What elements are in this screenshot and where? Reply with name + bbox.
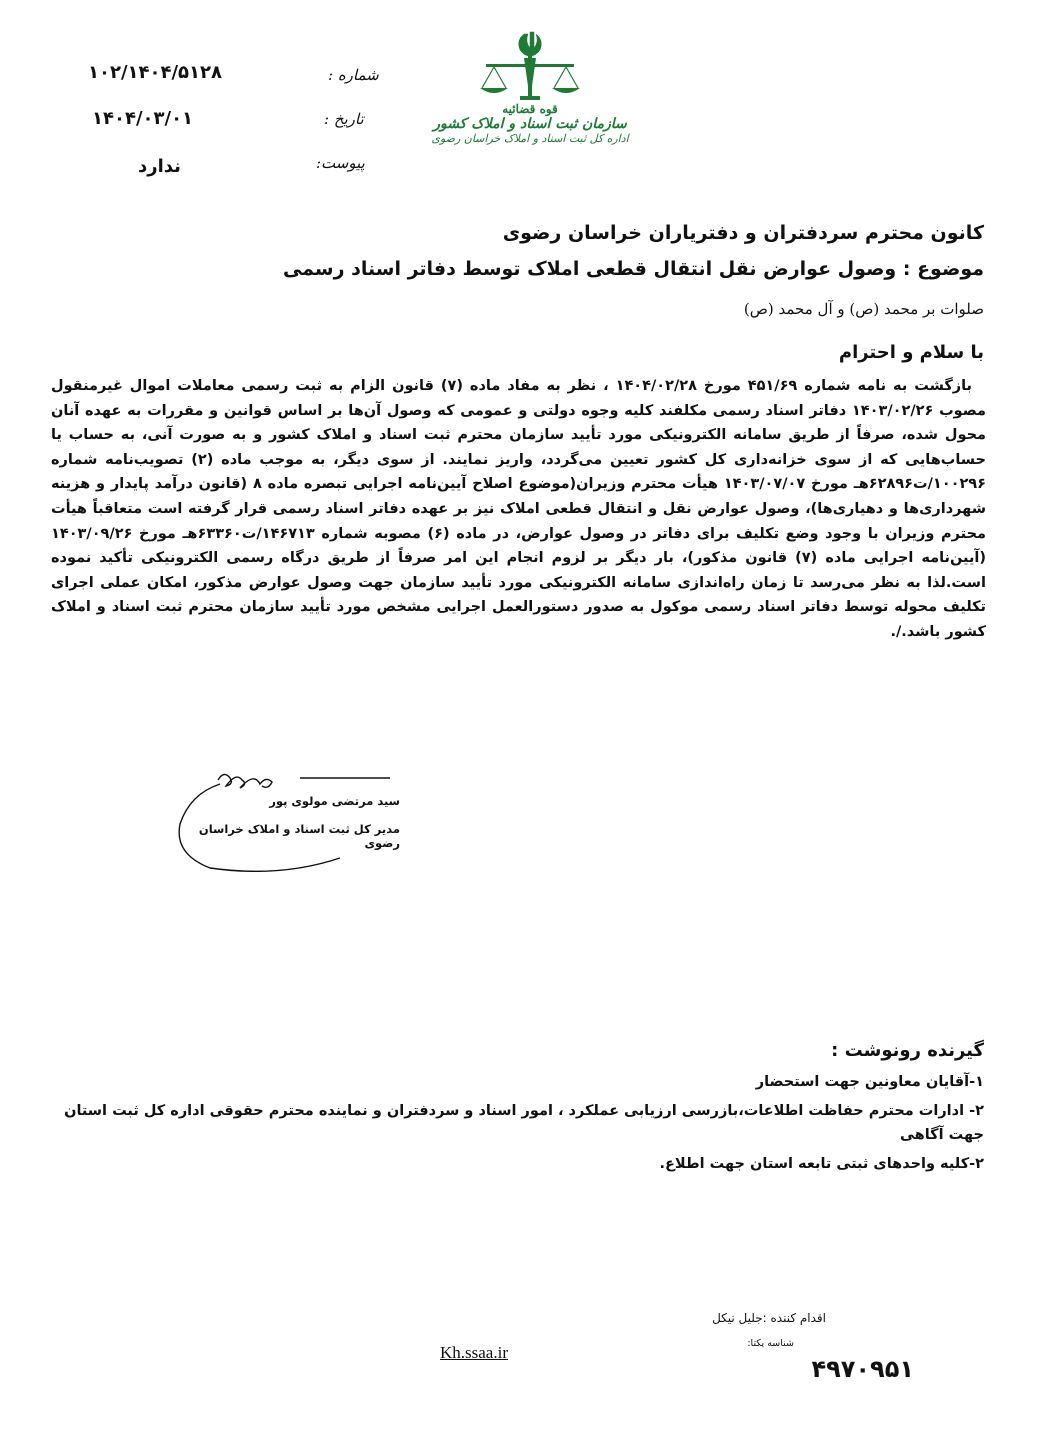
scales-of-justice-icon [470, 30, 590, 102]
judiciary-logo [410, 30, 650, 180]
signature-scribble-icon [160, 762, 420, 872]
cc-item: ۱-آقایان معاونین جهت استحضار [755, 1074, 984, 1090]
salawat-line: صلوات بر محمد (ص) و آل محمد (ص) [743, 300, 984, 318]
letter-date: ۱۴۰۴/۰۳/۰۱ [92, 108, 194, 129]
date-label: تاریخ : [324, 110, 364, 128]
signatory-title: مدیر کل ثبت اسناد و املاک خراسان رضوی [198, 822, 400, 850]
logo-judiciary-text: قوه قضائیه [502, 102, 558, 116]
attachment-value: ندارد [138, 156, 181, 177]
letter-body-paragraph: بازگشت به نامه شماره ۴۵۱/۶۹ مورخ ۱۴۰۴/۰۲/۲۸ ، نظر به مفاد ماده (۷) قانون الزام به ثبت رسمی معاملات اموال غیرمنقول مصوب ۱۴۰۳/۰۲/۲۶ دفاتر اسناد رسمی مکلفند کلیه وجوه دولتی و عمومی که وصول آن‌ها بر اساس قوانین و مقررات به عهده آنان محول شده، صرفاً از طریق سامانه الکترونیکی مورد تأیید سازمان محترم ثبت اسناد و املاک کشور و به صورت آنی، به حساب یا حساب‌هایی که از سوی خزانه‌داری کل کشور تعیین می‌گردد، واریز نمایند. از سوی دیگر، به موجب ماده (۲) تصویب‌نامه شماره ۱۰۰۲۹۶/ت۶۲۸۹۶هـ مورخ ۱۴۰۳/۰۷/۰۷ هیأت محترم وزیران(موضوع اصلاح آیین‌نامه اجرایی تبصره ماده ۸ (قانون درآمد پایدار و هزینه شهرداری‌ها و دهیاری‌ها)، وصول عوارض نقل و انتقال قطعی املاک نیز بر عهده دفاتر اسناد رسمی قرار گرفته است متعاقباً هیأت محترم وزیران با وجود وضع تکلیف برای دفاتر در وصول عوارض، در ماده (۶) مصوبه شماره ۱۴۶۷۱۳/ت۶۳۳۶۰هـ مورخ ۱۴۰۳/۰۹/۲۶ (آیین‌نامه اجرایی ماده (۷) قانون مذکور)، بار دیگر بر لزوم انجام این امر صرفاً از طریق درگاه رسمی الکترونیکی تأکید نموده است.لذا به نظر می‌رسد تا زمان راه‌اندازی سامانه الکترونیکی مورد تأیید سازمان جهت وصول عوارض مذکور، امکان عملی اجرای تکلیف محوله توسط دفاتر اسناد رسمی موکول به صدور دستورالعمل اجرایی مشخص مورد تأیید سازمان محترم ثبت اسناد و املاک کشور باشد./. [51, 378, 987, 640]
unique-id-label: شناسه یکتا: [747, 1338, 794, 1349]
cc-item: ۲- ادارات محترم حفاظت اطلاعات،بازرسی ارزیابی عملکرد ، امور اسناد و سردفتران و نماینده محترم حقوقی اداره کل ثبت استان جهت آگاهی [64, 1102, 984, 1143]
number-label: شماره : [328, 66, 379, 84]
cc-list [49, 1070, 984, 1180]
signature-block [160, 762, 420, 872]
operator-name: اقدام کننده :جلیل نیکل [712, 1311, 826, 1325]
logo-organization-text: سازمان ثبت اسناد و املاک کشور [433, 116, 627, 132]
website-link[interactable]: Kh.ssaa.ir [440, 1343, 508, 1362]
unique-id: ۴۹۷۰۹۵۱ [811, 1355, 914, 1383]
letter-number: ۱۰۲/۱۴۰۴/۵۱۲۸ [88, 62, 222, 83]
subject-line: موضوع : وصول عوارض نقل انتقال قطعی املاک توسط دفاتر اسناد رسمی [282, 258, 984, 280]
cc-title: گیرنده رونوشت : [831, 1040, 984, 1061]
greeting: با سلام و احترام [838, 342, 984, 363]
attachment-label: پیوست: [316, 154, 365, 172]
signatory-name: سید مرتضی مولوی پور [269, 794, 400, 808]
recipient-heading: کانون محترم سردفتران و دفتریاران خراسان رضوی [502, 222, 984, 244]
logo-department-text: اداره کل ثبت اسناد و املاک خراسان رضوی [431, 132, 629, 145]
cc-item: ۲-کلیه واحدهای ثبتی تابعه استان جهت اطلاع. [659, 1155, 984, 1172]
